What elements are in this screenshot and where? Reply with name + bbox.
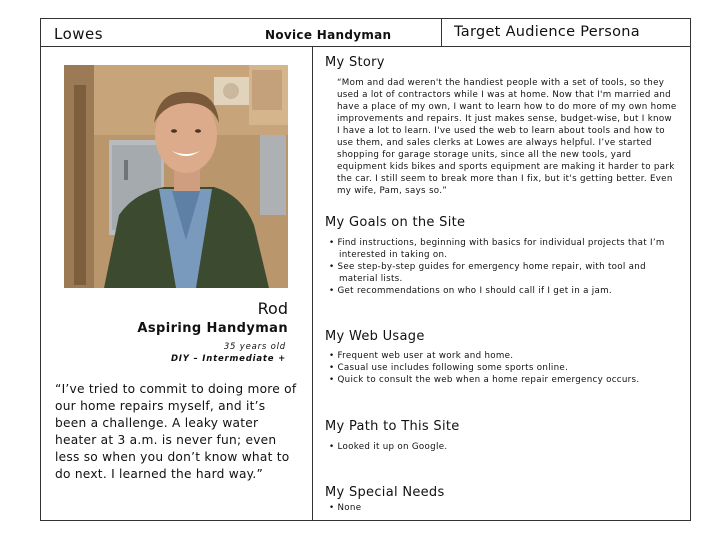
web-usage-list <box>327 350 685 386</box>
brand-name: Lowes <box>54 25 104 43</box>
document-title: Target Audience Persona <box>454 24 640 40</box>
persona-role: Aspiring Handyman <box>137 321 288 336</box>
goals-heading: My Goals on the Site <box>325 215 466 230</box>
special-needs-list <box>327 502 685 514</box>
list-item: • Get recommendations on who I should call if I get in a jam. <box>327 285 685 297</box>
path-heading: My Path to This Site <box>325 419 460 434</box>
goals-list <box>327 237 685 297</box>
web-usage-heading: My Web Usage <box>325 329 425 344</box>
list-item: • Looked it up on Google. <box>327 441 685 453</box>
list-item: • Quick to consult the web when a home repair emergency occurs. <box>327 374 685 386</box>
persona-skill-level: DIY – Intermediate + <box>170 354 286 364</box>
list-item: • Frequent web user at work and home. <box>327 350 685 362</box>
body-column-divider <box>312 46 313 521</box>
path-list <box>327 441 685 453</box>
persona-title: Novice Handyman <box>265 28 392 42</box>
persona-card <box>40 18 691 521</box>
persona-age: 35 years old <box>223 342 286 352</box>
list-item: • None <box>327 502 685 514</box>
special-needs-heading: My Special Needs <box>325 485 445 500</box>
list-item: • Casual use includes following some sports online. <box>327 362 685 374</box>
persona-photo <box>64 65 288 288</box>
list-item: • See step-by-step guides for emergency home repair, with tool and material lists. <box>327 261 685 285</box>
header-divider <box>41 46 690 47</box>
story-heading: My Story <box>325 55 385 70</box>
list-item: • Find instructions, beginning with basics for individual projects that I’m interested in taking on. <box>327 237 685 261</box>
portrait-image <box>64 65 288 288</box>
header-column-divider <box>441 19 442 46</box>
persona-quote: “I’ve tried to commit to doing more of our home repairs myself, and it’s been a challenge. A leaky water heater at 3 a.m. is never fun; even less so when you don’t know what to do next. I learned the hard way.” <box>55 382 297 481</box>
persona-name: Rod <box>257 299 288 318</box>
story-text: “Mom and dad weren't the handiest people with a set of tools, so they used a lot of contractors while I was at home. Now that I'm married and have a place of my own, I want to learn how to do more of my own home improvements and repairs. It just makes sense, budget-wise, but I know I have a lot to learn. I've used the web to learn about tools and how to use them, and sales clerks at Lowes are always helpful. I’ve started shopping for garage storage units, since all the new tools, yard equipment kids bikes and sports equipment are making it harder to park the car. I still seem to break more than I fix, but it's getting better. Even my wife, Pam, says so.” <box>337 78 677 196</box>
